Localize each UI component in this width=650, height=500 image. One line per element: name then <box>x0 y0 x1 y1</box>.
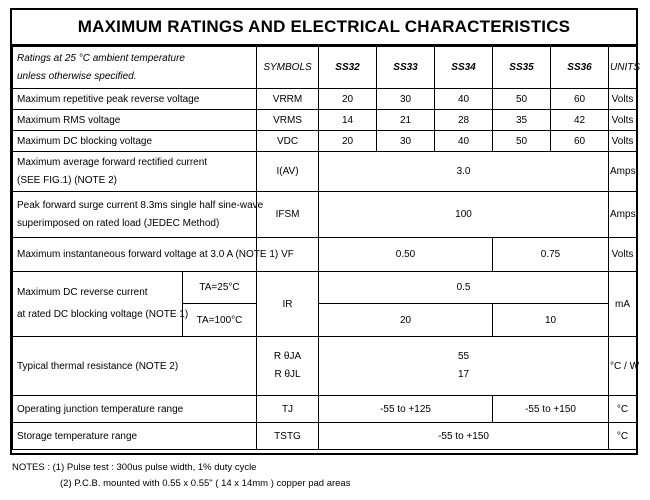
row-label-line2: (SEE FIG.1) (NOTE 2) <box>17 174 118 186</box>
row-label-line2: superimposed on rated load (JEDEC Method) <box>17 217 220 229</box>
row-label: Storage temperature range <box>13 423 257 450</box>
note-1: NOTES : (1) Pulse test : 300us pulse width, 1% duty cycle <box>12 462 257 473</box>
row-symbol: TJ <box>257 396 319 423</box>
row-unit: Volts <box>609 110 637 131</box>
header-row <box>13 47 637 89</box>
symbols-header: SYMBOLS <box>257 47 319 89</box>
row-value-ss32-34: -55 to +125 <box>319 396 493 423</box>
notes <box>12 460 350 492</box>
row-symbol <box>257 337 319 396</box>
row-value: 21 <box>377 110 435 131</box>
row-label: Maximum repetitive peak reverse voltage <box>13 89 257 110</box>
row-label-line1: Maximum DC reverse current <box>17 287 148 298</box>
row-value: 42 <box>551 110 609 131</box>
row-vdc <box>13 131 637 152</box>
row-unit: Volts <box>609 238 637 272</box>
row-tstg <box>13 423 637 450</box>
row-unit: Volts <box>609 89 637 110</box>
symbol-rja: R θJA <box>273 351 302 362</box>
row-unit: °C <box>609 396 637 423</box>
value-rjl: 17 <box>457 369 470 380</box>
row-vf <box>13 238 637 272</box>
row-value-25: 0.5 <box>319 272 609 304</box>
row-ir-25 <box>13 272 637 304</box>
row-value: 28 <box>435 110 493 131</box>
row-symbol: VRRM <box>257 89 319 110</box>
row-label <box>13 272 189 337</box>
row-value <box>319 337 609 396</box>
row-symbol: VDC <box>257 131 319 152</box>
row-label-line1: Maximum average forward rectified current <box>17 156 208 168</box>
row-value: 100 <box>319 192 609 238</box>
row-value: 30 <box>377 89 435 110</box>
part-header-ss33: SS33 <box>377 47 435 89</box>
row-value-ss35-36: 0.75 <box>493 238 609 272</box>
row-label <box>13 192 264 238</box>
row-vrms <box>13 110 637 131</box>
row-label: Maximum RMS voltage <box>13 110 257 131</box>
row-value: -55 to +150 <box>319 423 609 450</box>
row-value: 3.0 <box>319 152 609 192</box>
row-value: 50 <box>493 131 551 152</box>
units-header: UNITS <box>609 47 637 89</box>
ir-condition-100: TA=100°C <box>183 304 257 337</box>
row-value: 40 <box>435 131 493 152</box>
ratings-table <box>12 46 641 450</box>
row-unit: Volts <box>609 131 637 152</box>
row-vrrm <box>13 89 637 110</box>
row-value: 50 <box>493 89 551 110</box>
note-2: (2) P.C.B. mounted with 0.55 x 0.55" ( 14 x 14mm ) copper pad areas <box>60 478 351 489</box>
row-value-ss32-34: 0.50 <box>319 238 493 272</box>
part-header-ss36: SS36 <box>551 47 609 89</box>
row-ifsm <box>13 192 637 238</box>
row-symbol: VRMS <box>257 110 319 131</box>
row-value: 60 <box>551 131 609 152</box>
row-label: Maximum DC blocking voltage <box>13 131 257 152</box>
row-value: 20 <box>319 131 377 152</box>
row-value: 60 <box>551 89 609 110</box>
row-unit: °C <box>609 423 637 450</box>
row-unit: °C / W <box>609 337 637 396</box>
row-label <box>13 152 257 192</box>
row-unit: Amps <box>609 152 637 192</box>
conditions-line1: Ratings at 25 °C ambient temperature <box>17 52 185 64</box>
row-value: 35 <box>493 110 551 131</box>
row-iav <box>13 152 637 192</box>
table-title: MAXIMUM RATINGS AND ELECTRICAL CHARACTERISTICS <box>12 10 636 46</box>
row-symbol: VF <box>257 238 319 272</box>
part-header-ss32: SS32 <box>319 47 377 89</box>
row-thermal <box>13 337 637 396</box>
row-symbol: I(AV) <box>257 152 319 192</box>
row-label-line1: Peak forward surge current 8.3ms single half sine-wave <box>17 199 264 211</box>
conditions-cell <box>13 47 257 89</box>
row-value-ss35-36: -55 to +150 <box>493 396 609 423</box>
row-value: 30 <box>377 131 435 152</box>
row-label-line2: at rated DC blocking voltage (NOTE 1) <box>17 309 189 320</box>
row-unit: Amps <box>609 192 637 238</box>
row-value: 14 <box>319 110 377 131</box>
row-label: Operating junction temperature range <box>13 396 257 423</box>
row-label: Typical thermal resistance (NOTE 2) <box>13 337 257 396</box>
row-value-100-ss35-36: 10 <box>493 304 609 337</box>
conditions-line2: unless otherwise specified. <box>17 70 137 82</box>
value-rja: 55 <box>457 351 470 362</box>
row-tj <box>13 396 637 423</box>
row-value: 20 <box>319 89 377 110</box>
row-symbol: IR <box>257 272 319 337</box>
part-header-ss34: SS34 <box>435 47 493 89</box>
ir-condition-25: TA=25°C <box>183 272 257 304</box>
symbol-rjl: R θJL <box>274 369 301 380</box>
row-value-100-ss32-34: 20 <box>319 304 493 337</box>
row-value: 40 <box>435 89 493 110</box>
row-symbol: IFSM <box>257 192 319 238</box>
row-symbol: TSTG <box>257 423 319 450</box>
row-unit: mA <box>609 272 637 337</box>
ratings-frame <box>10 8 641 455</box>
row-label: Maximum instantaneous forward voltage at 3.0 A (NOTE 1) <box>13 238 257 272</box>
part-header-ss35: SS35 <box>493 47 551 89</box>
